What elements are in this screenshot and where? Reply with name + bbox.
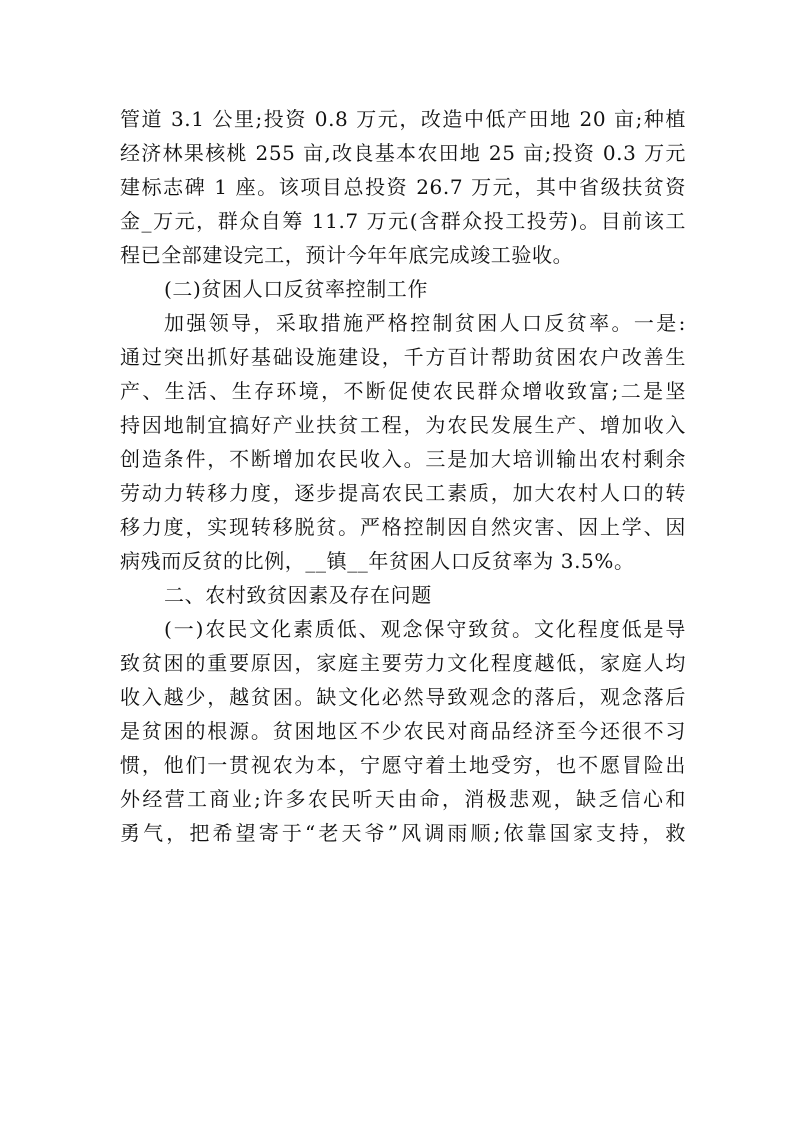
paragraph-first-line: (一)农民文化素质低、观念保守致贫。文化程度低是导: [164, 617, 686, 641]
text-line: 收入越少，越贫困。缺文化必然导致观念的落后，观念落后: [120, 685, 686, 709]
text-line: 是贫困的根源。贫困地区不少农民对商品经济至今还很不习: [120, 719, 686, 743]
text-line: 通过突出抓好基础设施建设，千方百计帮助贫困农户改善生: [120, 345, 686, 369]
text-line: 管道 3.1 公里;投资 0.8 万元，改造中低产田地 20 亩;种植: [120, 107, 686, 131]
text-line: 移力度，实现转移脱贫。严格控制因自然灾害、因上学、因: [120, 515, 686, 539]
text-line: 致贫困的重要原因，家庭主要劳力文化程度越低，家庭人均: [120, 651, 686, 675]
text-line: 勇气，把希望寄于“老天爷”风调雨顺;依靠国家支持，救: [120, 821, 686, 845]
text-line: 劳动力转移力度，逐步提高农民工素质，加大农村人口的转: [120, 481, 686, 505]
text-line: 产、生活、生存环境，不断促使农民群众增收致富;二是坚: [120, 379, 686, 403]
text-line: 持因地制宜搞好产业扶贫工程，为农民发展生产、增加收入: [120, 413, 686, 437]
section-heading: (二)贫困人口反贫率控制工作: [164, 277, 429, 301]
section-heading: 二、农村致贫因素及存在问题: [164, 583, 432, 607]
text-line: 惯，他们一贯视农为本，宁愿守着土地受穷，也不愿冒险出: [120, 753, 686, 777]
paragraph-first-line: 加强领导，采取措施严格控制贫困人口反贫率。一是:: [164, 311, 686, 335]
document-body: [120, 102, 686, 850]
text-line: 病残而反贫的比例，__镇__年贫困人口反贫率为 3.5%。: [120, 549, 635, 573]
text-line: 经济林果核桃 255 亩,改良基本农田地 25 亩;投资 0.3 万元: [120, 141, 686, 165]
text-line: 建标志碑 1 座。该项目总投资 26.7 万元，其中省级扶贫资: [120, 175, 686, 199]
text-line: 外经营工商业;许多农民听天由命，消极悲观，缺乏信心和: [120, 787, 686, 811]
text-line: 程已全部建设完工，预计今年年底完成竣工验收。: [120, 243, 574, 267]
text-line: 创造条件，不断增加农民收入。三是加大培训输出农村剩余: [120, 447, 686, 471]
text-line: 金_万元，群众自筹 11.7 万元(含群众投工投劳)。目前该工: [120, 209, 686, 233]
